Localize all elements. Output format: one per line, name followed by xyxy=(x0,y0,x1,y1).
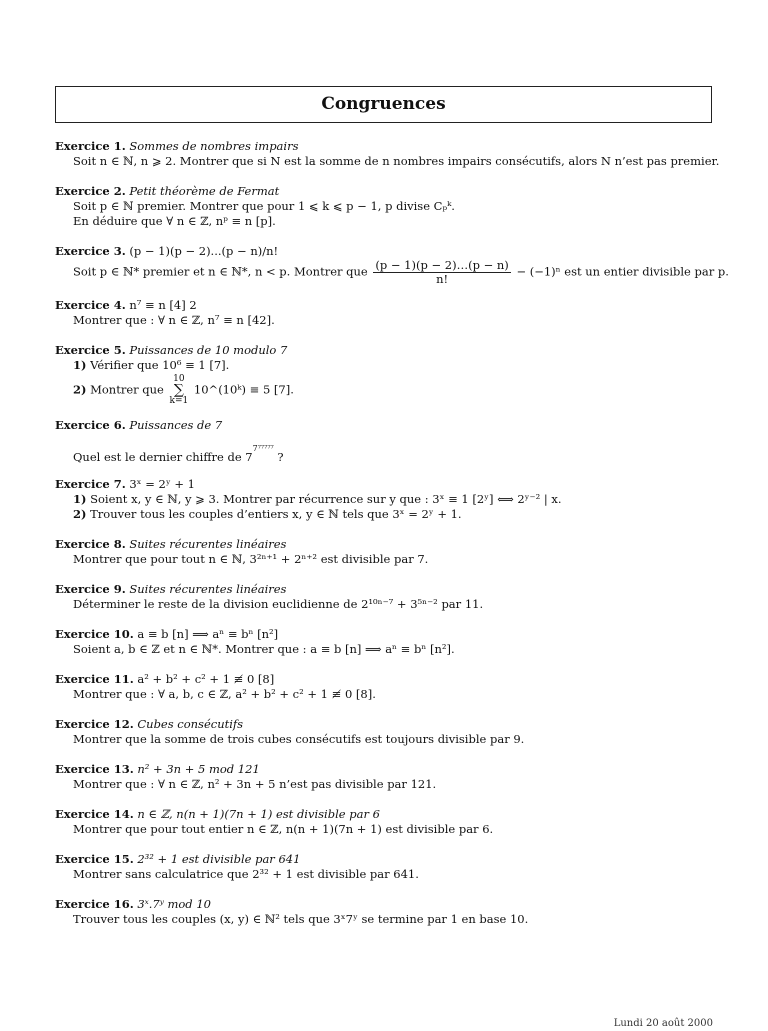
exercise-text: Soient a, b ∈ ℤ et n ∈ ℕ*. Montrer que : a ≡ b [n] ⟹ aⁿ ≡ bⁿ [n²]. xyxy=(73,642,455,656)
item-text: 10^(10ᵏ) ≡ 5 [7]. xyxy=(193,382,294,397)
exercise-title: n ∈ ℤ, n(n + 1)(7n + 1) est divisible par 6 xyxy=(137,807,380,821)
exercise-title: Puissances de 10 modulo 7 xyxy=(129,343,288,357)
exercise-title: 3ˣ = 2ʸ + 1 xyxy=(129,477,195,491)
exercise-number: Exercice 2. xyxy=(55,184,126,198)
item-text: Trouver tous les couples d’entiers x, y ∈ ℕ tels que 3ˣ = 2ʸ + 1. xyxy=(90,507,462,521)
exercise-6 xyxy=(55,418,715,465)
fraction-numerator: (p − 1)(p − 2)…(p − n) xyxy=(375,258,509,272)
text-after: ? xyxy=(273,450,284,464)
item-text: Soient x, y ∈ ℕ, y ⩾ 3. Montrer par récurrence sur y que : 3ˣ ≡ 1 [2ʸ] ⟺ 2ʸ⁻² | x. xyxy=(90,492,562,506)
item-text: Vérifier que 10⁶ ≡ 1 [7]. xyxy=(90,358,230,372)
exercise-title: 2³² + 1 est divisible par 641 xyxy=(137,852,301,866)
exercise-13 xyxy=(55,762,715,792)
exercise-title: a² + b² + c² + 1 ≢ 0 [8] xyxy=(137,672,275,686)
text-before: Quel est le dernier chiffre de 7 xyxy=(73,450,253,464)
exercise-text: Montrer que : ∀ a, b, c ∈ ℤ, a² + b² + c² + 1 ≢ 0 [8]. xyxy=(73,687,376,701)
exercise-number: Exercice 4. xyxy=(55,298,126,312)
exercise-number: Exercice 10. xyxy=(55,627,134,641)
exercise-9 xyxy=(55,582,715,612)
exercise-text: Montrer sans calculatrice que 2³² + 1 est divisible par 641. xyxy=(73,867,419,881)
exercise-2 xyxy=(55,184,715,229)
exercise-item-2 xyxy=(55,375,715,406)
exercise-title: (p − 1)(p − 2)...(p − n)/n! xyxy=(129,244,279,258)
exercise-number: Exercice 6. xyxy=(55,418,126,432)
exercise-15 xyxy=(55,852,715,882)
exercise-number: Exercice 13. xyxy=(55,762,134,776)
exercise-number: Exercice 15. xyxy=(55,852,134,866)
item-number: 1) xyxy=(73,492,87,506)
title-box xyxy=(55,86,712,123)
exercise-text: Déterminer le reste de la division euclidienne de 2¹⁰ⁿ⁻⁷ + 3⁵ⁿ⁻² par 11. xyxy=(73,597,484,611)
exercise-title: n⁷ ≡ n [4] 2 xyxy=(129,298,197,312)
item-number: 1) xyxy=(73,358,87,372)
text-after: − (−1)ⁿ est un entier divisible par p. xyxy=(516,264,729,279)
exercise-number: Exercice 11. xyxy=(55,672,134,686)
exercise-12 xyxy=(55,717,715,747)
exercise-text: Montrer que pour tout entier n ∈ ℤ, n(n + 1)(7n + 1) est divisible par 6. xyxy=(73,822,494,836)
exercise-title: Cubes consécutifs xyxy=(137,717,244,731)
exercise-title: a ≡ b [n] ⟹ aⁿ ≡ bⁿ [n²] xyxy=(137,627,279,641)
exercise-number: Exercice 8. xyxy=(55,537,126,551)
exercise-list xyxy=(55,139,729,927)
exercise-title: n² + 3n + 5 mod 121 xyxy=(137,762,260,776)
exercise-title: Suites récurentes linéaires xyxy=(129,582,287,596)
exercise-number: Exercice 7. xyxy=(55,477,126,491)
exercise-5 xyxy=(55,343,715,406)
exercise-number: Exercice 3. xyxy=(55,244,126,258)
exercise-text xyxy=(55,441,715,465)
exercise-number: Exercice 5. xyxy=(55,343,126,357)
sigma-icon: ∑ xyxy=(173,382,184,398)
exercise-14 xyxy=(55,807,715,837)
exercise-title: Petit théorème de Fermat xyxy=(129,184,280,198)
exercise-text: Soit p ∈ ℕ premier. Montrer que pour 1 ⩽ k ⩽ p − 1, p divise Cₚᵏ. xyxy=(73,199,455,213)
exercise-text: Montrer que : ∀ n ∈ ℤ, n² + 3n + 5 n’est pas divisible par 121. xyxy=(73,777,437,791)
item-text: Montrer que xyxy=(90,382,164,397)
exercise-text: Montrer que pour tout n ∈ ℕ, 3²ⁿ⁺¹ + 2ⁿ⁺² est divisible par 7. xyxy=(73,552,429,566)
page-footer-date: Lundi 20 août 2000 xyxy=(613,1018,713,1029)
exercise-item-1 xyxy=(55,492,715,507)
page-title: Congruences xyxy=(321,94,446,114)
summation xyxy=(170,375,189,406)
exercise-text: Soit n ∈ ℕ, n ⩾ 2. Montrer que si N est la somme de n nombres impairs consécutifs, alors N n’est pas premier. xyxy=(73,154,720,168)
item-number: 2) xyxy=(73,382,87,397)
exercise-item-1 xyxy=(55,358,715,373)
exercise-title: Suites récurentes linéaires xyxy=(129,537,287,551)
power-tower: 7⁷⁷⁷⁷⁷ xyxy=(252,444,274,453)
sum-lower-bound: k=1 xyxy=(169,396,189,406)
exercise-title: Sommes de nombres impairs xyxy=(129,139,299,153)
exercise-number: Exercice 9. xyxy=(55,582,126,596)
text-before: Soit p ∈ ℕ* premier et n ∈ ℕ*, n < p. Montrer que xyxy=(73,264,368,279)
item-number: 2) xyxy=(73,507,87,521)
sum-upper-bound: 10 xyxy=(173,374,185,384)
fraction-denominator: n! xyxy=(436,272,449,286)
exercise-number: Exercice 1. xyxy=(55,139,126,153)
exercise-10 xyxy=(55,627,715,657)
exercise-title: Puissances de 7 xyxy=(129,418,223,432)
exercise-text: Montrer que la somme de trois cubes consécutifs est toujours divisible par 9. xyxy=(73,732,525,746)
exercise-text: En déduire que ∀ n ∈ ℤ, nᵖ ≡ n [p]. xyxy=(73,214,276,228)
exercise-11 xyxy=(55,672,715,702)
exercise-item-2 xyxy=(55,507,715,522)
exercise-number: Exercice 14. xyxy=(55,807,134,821)
exercise-number: Exercice 16. xyxy=(55,897,134,911)
exercise-16 xyxy=(55,897,715,927)
exercise-8 xyxy=(55,537,715,567)
exercise-text: Montrer que : ∀ n ∈ ℤ, n⁷ ≡ n [42]. xyxy=(73,313,275,327)
exercise-text xyxy=(55,258,729,286)
exercise-3 xyxy=(55,244,729,286)
exercise-4 xyxy=(55,298,715,328)
exercise-7 xyxy=(55,477,715,522)
exercise-number: Exercice 12. xyxy=(55,717,134,731)
fraction xyxy=(373,259,510,286)
exercise-title: 3ˣ.7ʸ mod 10 xyxy=(137,897,211,911)
exercise-1 xyxy=(55,139,720,169)
exercise-text: Trouver tous les couples (x, y) ∈ ℕ² tels que 3ˣ7ʸ se termine par 1 en base 10. xyxy=(73,912,529,926)
